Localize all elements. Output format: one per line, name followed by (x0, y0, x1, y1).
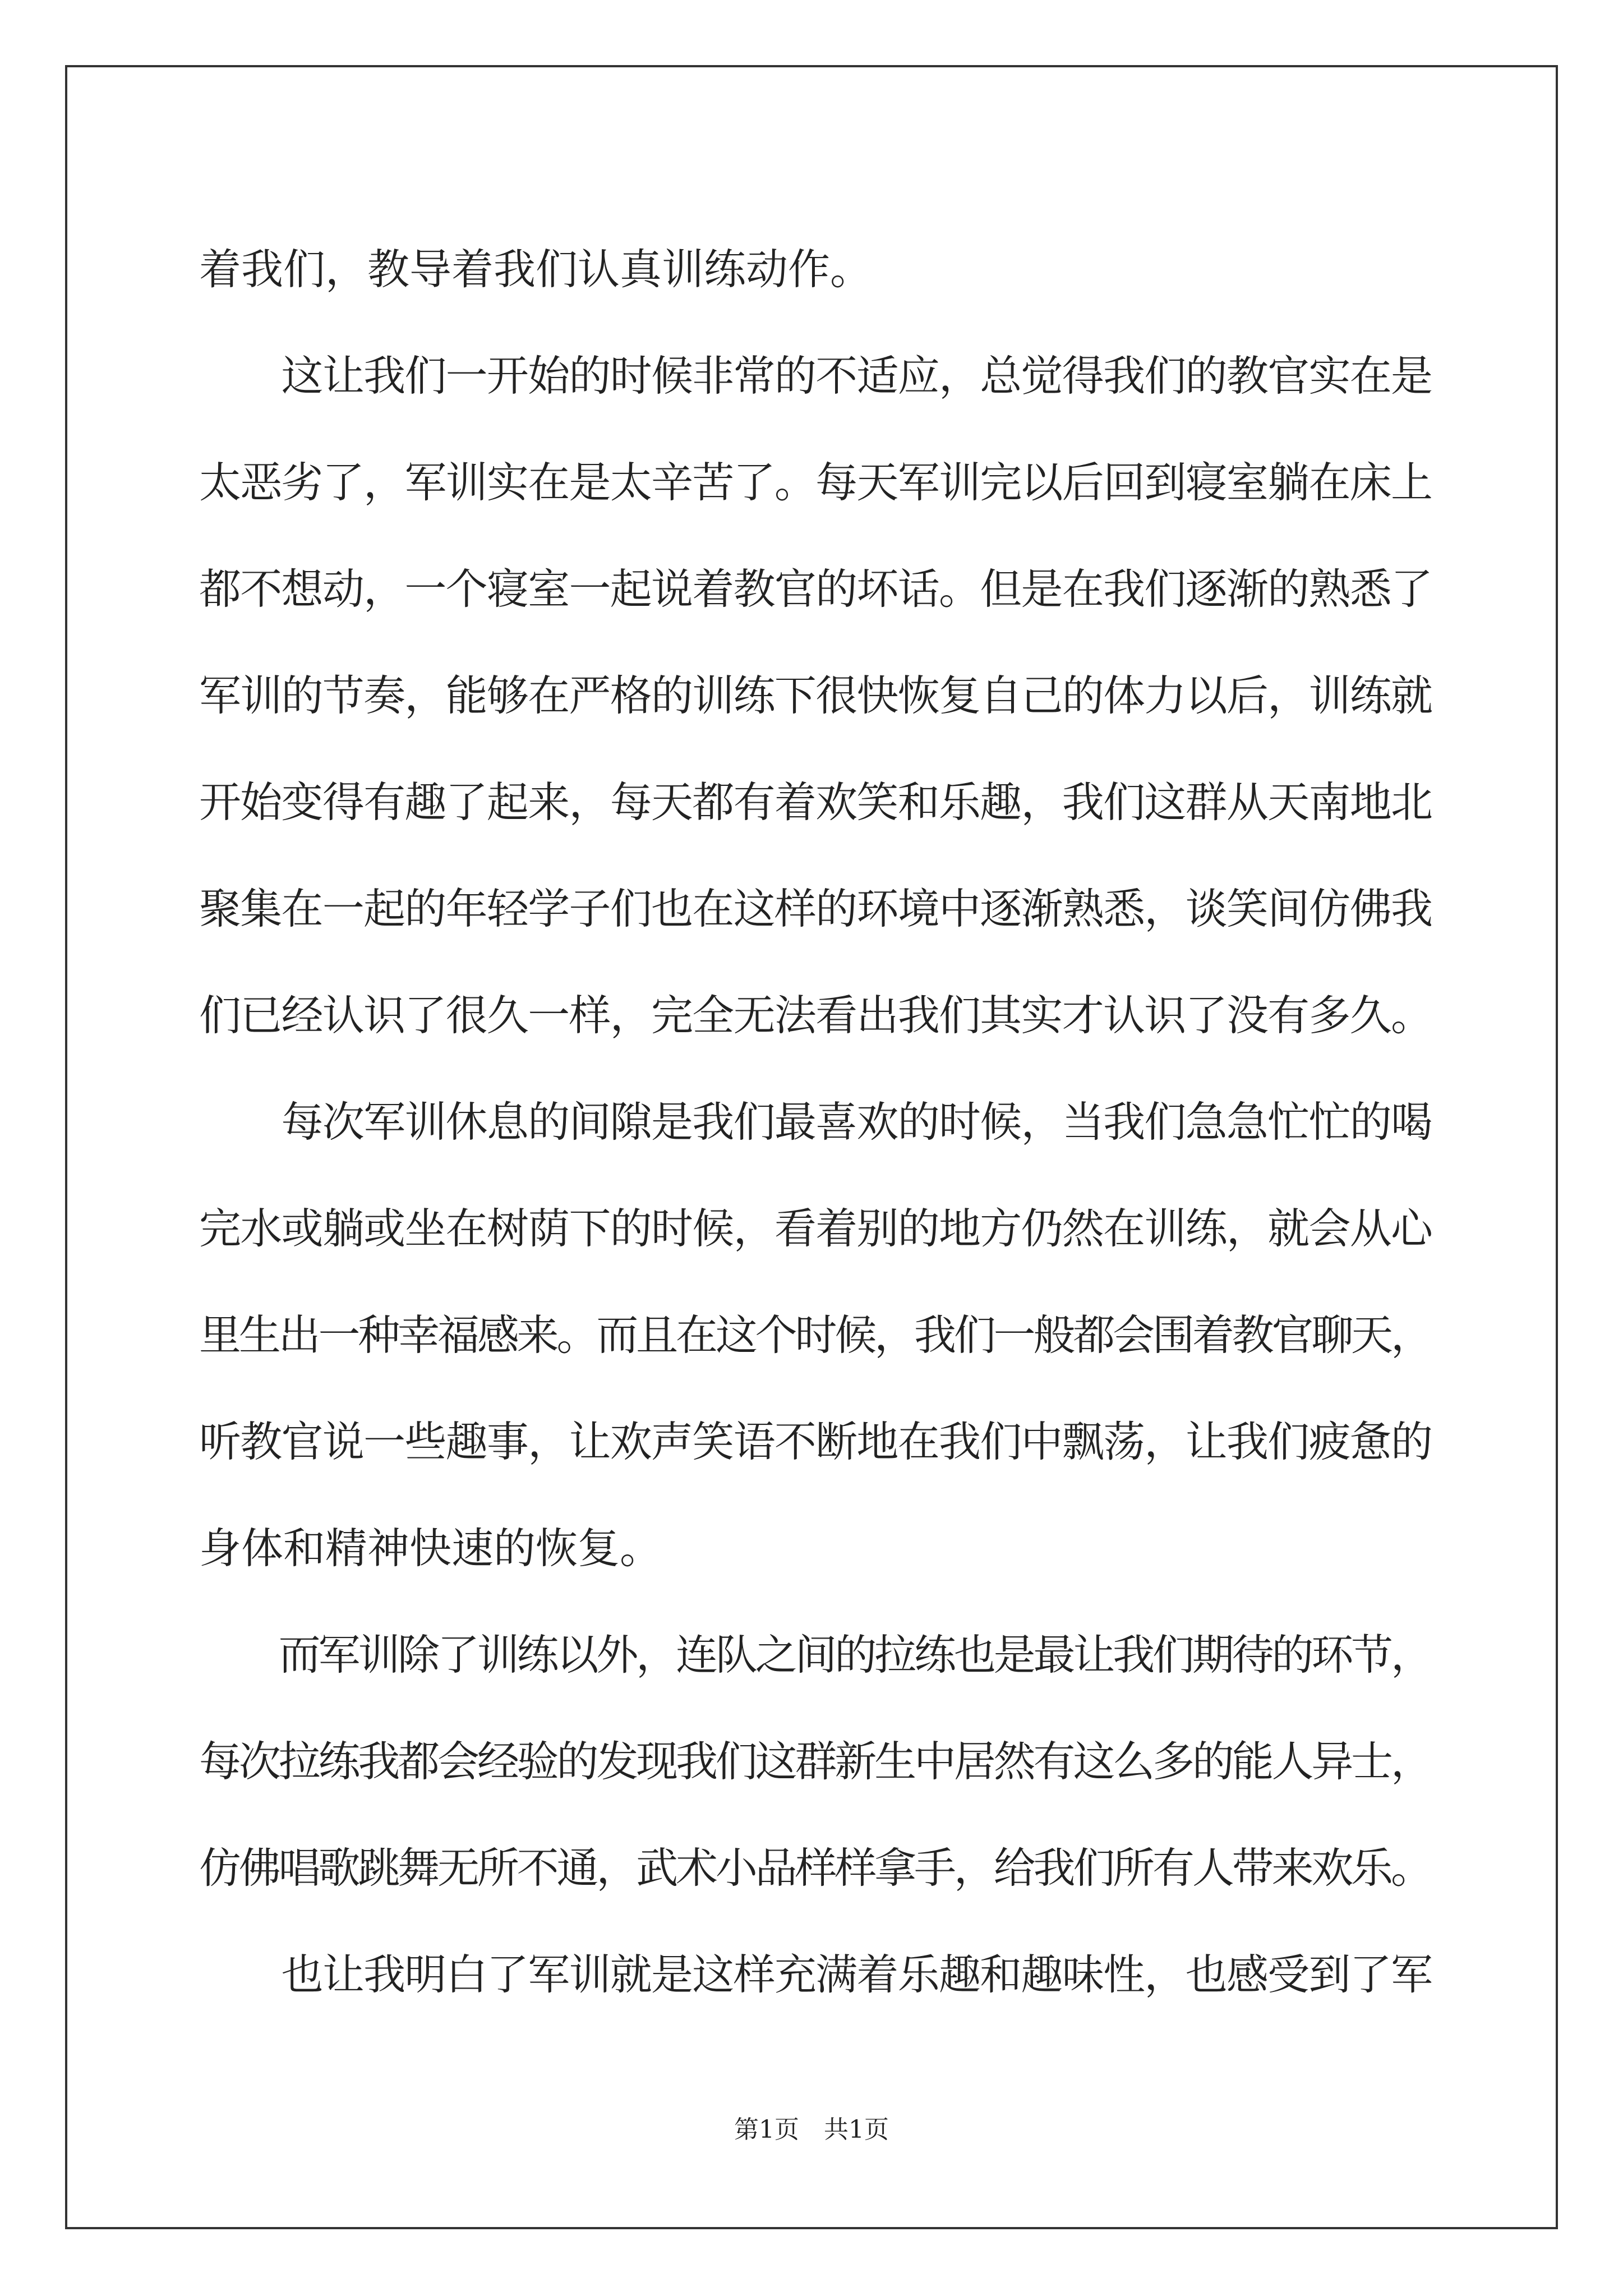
text-line: 也让我明白了军训就是这样充满着乐趣和趣味性，也感受到了军 (199, 1950, 1432, 1999)
document-body (199, 216, 1433, 2028)
text-line: 们已经认识了很久一样，完全无法看出我们其实才认识了没有多久。 (199, 991, 1432, 1040)
text-line: 都不想动，一个寝室一起说着教官的坏话。但是在我们逐渐的熟悉了 (199, 564, 1432, 614)
text-line: 这让我们一开始的时候非常的不适应，总觉得我们的教官实在是 (199, 351, 1432, 401)
text-line: 开始变得有趣了起来，每天都有着欢笑和乐趣，我们这群从天南地北 (199, 777, 1432, 827)
text-line: 每次拉练我都会经验的发现我们这群新生中居然有这么多的能人异士， (199, 1737, 1431, 1786)
text-line: 聚集在一起的年轻学子们也在这样的环境中逐渐熟悉，谈笑间仿佛我 (199, 884, 1432, 933)
text-line: 听教官说一些趣事，让欢声笑语不断地在我们中飘荡，让我们疲惫的 (199, 1417, 1432, 1466)
page-number: 第1页 共1页 (734, 2115, 889, 2144)
text-line: 仿佛唱歌跳舞无所不通，武术小品样样拿手，给我们所有人带来欢乐。 (199, 1843, 1431, 1893)
text-line: 里生出一种幸福感来。而且在这个时候，我们一般都会围着教官聊天， (199, 1310, 1431, 1360)
text-line: 完水或躺或坐在树荫下的时候，看着别的地方仍然在训练，就会从心 (199, 1204, 1432, 1253)
text-line: 太恶劣了，军训实在是太辛苦了。每天军训完以后回到寝室躺在床上 (199, 458, 1432, 507)
text-line: 军训的节奏，能够在严格的训练下很快恢复自己的体力以后，训练就 (199, 671, 1432, 720)
text-line: 每次军训休息的间隙是我们最喜欢的时候，当我们急急忙忙的喝 (199, 1097, 1432, 1147)
text-line: 身体和精神快速的恢复。 (199, 1524, 662, 1573)
text-line: 着我们，教导着我们认真训练动作。 (199, 245, 873, 294)
text-line: 而军训除了训练以外，连队之间的拉练也是最让我们期待的环节， (199, 1630, 1431, 1680)
page-footer (0, 2109, 1623, 2145)
